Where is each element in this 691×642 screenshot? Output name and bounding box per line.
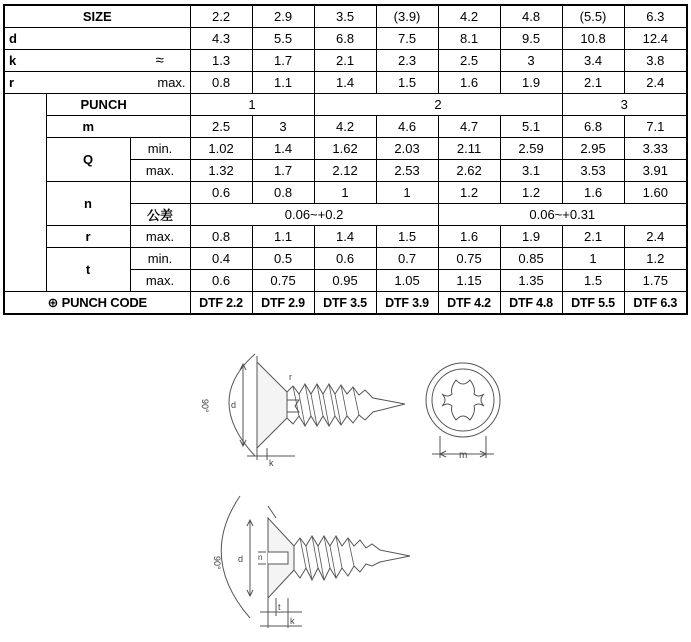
n-value: 0.8 — [252, 182, 314, 204]
n-tolerance-value: 0.06~+0.31 — [438, 204, 687, 226]
q-min-value: 2.11 — [438, 138, 500, 160]
size-value: 3.5 — [314, 5, 376, 28]
t-min-value: 1 — [562, 248, 624, 270]
m-value: 4.6 — [376, 116, 438, 138]
d-value: 6.8 — [314, 28, 376, 50]
t-min-value: 0.5 — [252, 248, 314, 270]
thread-profile — [294, 536, 410, 580]
r-max-qualifier: max. — [130, 226, 190, 248]
size-value: 4.2 — [438, 5, 500, 28]
k-value: 2.1 — [314, 50, 376, 72]
slot-profile — [268, 552, 288, 564]
t-min-value: 0.7 — [376, 248, 438, 270]
dim-d-label: d — [238, 554, 244, 564]
punch-side-cell — [4, 94, 46, 226]
r-max-value: 1.1 — [252, 226, 314, 248]
punch-group: 3 — [562, 94, 687, 116]
punch-code-value: DTF 4.8 — [500, 292, 562, 315]
t-min-value: 0.85 — [500, 248, 562, 270]
k-value: 1.7 — [252, 50, 314, 72]
size-value: 6.3 — [624, 5, 687, 28]
d-row — [4, 28, 687, 50]
t-max-value: 1.5 — [562, 270, 624, 292]
thread-profile — [287, 384, 405, 426]
bottom-screw-drawing — [210, 488, 420, 633]
k-label: k — [4, 50, 130, 72]
t-max-value: 0.75 — [252, 270, 314, 292]
t-max-value: 1.15 — [438, 270, 500, 292]
r-head-value: 1.9 — [500, 72, 562, 94]
r-max-value: 1.6 — [438, 226, 500, 248]
punch-code-row — [4, 292, 687, 315]
screw-head — [257, 362, 287, 448]
t-side-cell — [4, 248, 46, 292]
n-value: 0.6 — [190, 182, 252, 204]
n-tolerance-label: 公差 — [130, 204, 190, 226]
q-label: Q — [46, 138, 130, 182]
r-head-value: 0.8 — [190, 72, 252, 94]
k-value: 3 — [500, 50, 562, 72]
punch-row — [4, 94, 687, 116]
q-min-label: min. — [130, 138, 190, 160]
size-label: SIZE — [4, 5, 190, 28]
t-max-value: 0.95 — [314, 270, 376, 292]
r-max-value: 2.4 — [624, 226, 687, 248]
n-row — [4, 182, 687, 204]
n-value: 1.60 — [624, 182, 687, 204]
r-max-row — [4, 226, 687, 248]
size-value: 2.2 — [190, 5, 252, 28]
punch-label: PUNCH — [46, 94, 190, 116]
punch-group: 1 — [190, 94, 314, 116]
q-min-value: 2.03 — [376, 138, 438, 160]
dim-d-label: d — [231, 400, 237, 410]
m-row — [4, 116, 687, 138]
n-value: 1.6 — [562, 182, 624, 204]
k-row — [4, 50, 687, 72]
r-head-value: 1.4 — [314, 72, 376, 94]
punch-code-value: DTF 3.9 — [376, 292, 438, 315]
q-max-value: 2.62 — [438, 160, 500, 182]
q-min-row — [4, 138, 687, 160]
n-qualifier-blank — [130, 182, 190, 204]
size-row — [4, 5, 687, 28]
k-value: 3.8 — [624, 50, 687, 72]
punch-code-value: DTF 2.2 — [190, 292, 252, 315]
spec-table — [3, 4, 688, 315]
head-outline — [426, 363, 500, 437]
angle-arc — [221, 496, 250, 618]
t-min-value: 0.4 — [190, 248, 252, 270]
d-label: d — [4, 28, 190, 50]
n-label: n — [46, 182, 130, 226]
k-qualifier: ≈ — [130, 50, 190, 72]
r-head-value: 1.6 — [438, 72, 500, 94]
q-max-value: 1.32 — [190, 160, 252, 182]
m-value: 6.8 — [562, 116, 624, 138]
q-max-value: 1.7 — [252, 160, 314, 182]
dim-m-label: m — [459, 450, 468, 461]
r-head-label: r — [4, 72, 130, 94]
punch-code-value: DTF 4.2 — [438, 292, 500, 315]
t-max-value: 0.6 — [190, 270, 252, 292]
t-max-label: max. — [130, 270, 190, 292]
n-value: 1.2 — [438, 182, 500, 204]
t-max-value: 1.05 — [376, 270, 438, 292]
r-head-value: 2.1 — [562, 72, 624, 94]
q-min-value: 1.4 — [252, 138, 314, 160]
q-max-value: 3.91 — [624, 160, 687, 182]
size-value: 4.8 — [500, 5, 562, 28]
punch-code-label: PUNCH CODE — [61, 294, 148, 310]
k-value: 3.4 — [562, 50, 624, 72]
t-max-value: 1.75 — [624, 270, 687, 292]
cross-recess-icon — [442, 380, 484, 420]
punch-code-header — [4, 292, 190, 315]
punch-code-value: DTF 2.9 — [252, 292, 314, 315]
t-min-row — [4, 248, 687, 270]
recess-top-view — [418, 358, 518, 468]
d-value: 5.5 — [252, 28, 314, 50]
m-value: 7.1 — [624, 116, 687, 138]
size-value: (3.9) — [376, 5, 438, 28]
q-min-value: 2.59 — [500, 138, 562, 160]
t-max-value: 1.35 — [500, 270, 562, 292]
k-value: 1.3 — [190, 50, 252, 72]
r-max-value: 2.1 — [562, 226, 624, 248]
r-head-qualifier: max. — [130, 72, 190, 94]
n-value: 1 — [376, 182, 438, 204]
r-max-value: 1.4 — [314, 226, 376, 248]
t-min-value: 1.2 — [624, 248, 687, 270]
dim-n-label: n — [258, 553, 263, 562]
size-value: (5.5) — [562, 5, 624, 28]
punch-code-value: DTF 5.5 — [562, 292, 624, 315]
dim-angle-label: 90° — [212, 556, 222, 570]
q-max-value: 3.53 — [562, 160, 624, 182]
dim-angle-label: 90° — [200, 399, 210, 413]
punch-group: 2 — [314, 94, 562, 116]
t-min-value: 0.75 — [438, 248, 500, 270]
k-value: 2.5 — [438, 50, 500, 72]
q-min-value: 3.33 — [624, 138, 687, 160]
d-value: 4.3 — [190, 28, 252, 50]
t-label: t — [46, 248, 130, 292]
n-value: 1 — [314, 182, 376, 204]
t-min-label: min. — [130, 248, 190, 270]
q-min-value: 2.95 — [562, 138, 624, 160]
dim-k-label: k — [290, 616, 295, 626]
head-inner-outline — [432, 369, 494, 431]
q-min-value: 1.02 — [190, 138, 252, 160]
r-max-value: 1.5 — [376, 226, 438, 248]
d-value: 8.1 — [438, 28, 500, 50]
q-max-value: 2.12 — [314, 160, 376, 182]
q-max-value: 2.53 — [376, 160, 438, 182]
d-value: 12.4 — [624, 28, 687, 50]
t-min-value: 0.6 — [314, 248, 376, 270]
size-value: 2.9 — [252, 5, 314, 28]
r-side-cell — [4, 226, 46, 248]
r-head-value: 2.4 — [624, 72, 687, 94]
punch-code-symbol: ⊕ — [47, 294, 59, 310]
dim-t-label: t — [278, 602, 281, 612]
q-max-label: max. — [130, 160, 190, 182]
r-head-value: 1.5 — [376, 72, 438, 94]
r-max-label: r — [46, 226, 130, 248]
dim-r-label: r — [289, 372, 292, 382]
r-head-value: 1.1 — [252, 72, 314, 94]
r-max-value: 0.8 — [190, 226, 252, 248]
r-max-value: 1.9 — [500, 226, 562, 248]
m-label: m — [46, 116, 190, 138]
dim-k-label: k — [269, 458, 274, 468]
top-screw-drawing — [195, 340, 425, 470]
q-min-value: 1.62 — [314, 138, 376, 160]
punch-code-value: DTF 3.5 — [314, 292, 376, 315]
n-tolerance-value: 0.06~+0.2 — [190, 204, 438, 226]
d-value: 9.5 — [500, 28, 562, 50]
q-max-value: 3.1 — [500, 160, 562, 182]
n-value: 1.2 — [500, 182, 562, 204]
d-value: 7.5 — [376, 28, 438, 50]
punch-code-value: DTF 6.3 — [624, 292, 687, 315]
m-value: 4.7 — [438, 116, 500, 138]
r-head-row — [4, 72, 687, 94]
m-value: 3 — [252, 116, 314, 138]
m-value: 5.1 — [500, 116, 562, 138]
d-value: 10.8 — [562, 28, 624, 50]
m-value: 4.2 — [314, 116, 376, 138]
k-value: 2.3 — [376, 50, 438, 72]
m-value: 2.5 — [190, 116, 252, 138]
